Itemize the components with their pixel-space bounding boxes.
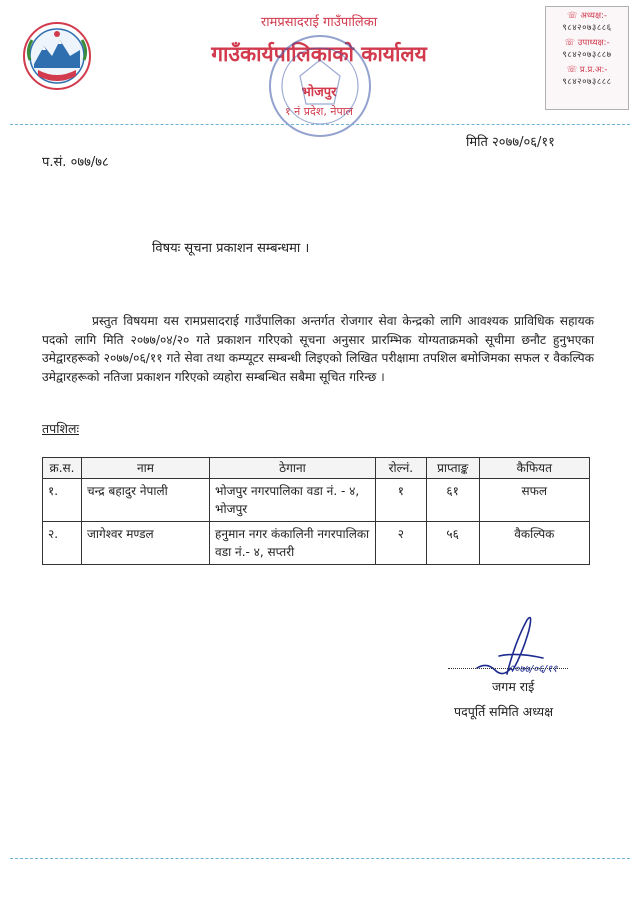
details-label: तपशिलः xyxy=(42,421,79,436)
office-seal-stamp xyxy=(262,28,378,144)
office-name: गाउँकार्यपालिकाको कार्यालय xyxy=(211,42,427,66)
contact-label: ☏ उपाध्यक्ष:- xyxy=(564,38,610,48)
cell-marks: ५६ xyxy=(426,522,479,565)
contact-chair xyxy=(549,10,625,34)
table-row xyxy=(43,479,590,522)
letter-subject: विषयः सूचना प्रकाशन सम्बन्धमा । xyxy=(152,241,310,256)
contact-number: ९८४२०७३८८६ xyxy=(562,23,612,33)
cell-address: हनुमान नगर कंकालिनी नगरपालिका वडा नं.- ४, सप्तरी xyxy=(210,522,376,565)
province-name: १ नं प्रदेश, नेपाल xyxy=(284,105,354,118)
header-address: ठेगाना xyxy=(210,458,376,479)
header-marks: प्राप्ताङ्क xyxy=(426,458,479,479)
contact-box xyxy=(545,6,629,110)
signature-line xyxy=(448,668,568,669)
footer-divider xyxy=(10,858,630,859)
contact-label: ☏ प्र.प्र.अ:- xyxy=(566,65,608,75)
cell-sn: १. xyxy=(43,479,82,522)
contact-number: ९८४२०७३८८८ xyxy=(562,77,612,87)
header-roll: रोल्नं. xyxy=(375,458,426,479)
table-header-row xyxy=(43,458,590,479)
municipality-name: रामप्रसादराई गाउँपालिका xyxy=(260,15,378,30)
cell-name: जागेश्वर मण्डल xyxy=(81,522,209,565)
handwritten-signature xyxy=(447,612,567,682)
header-remarks: कैफियत xyxy=(479,458,589,479)
table-row xyxy=(43,522,590,565)
cell-roll: १ xyxy=(375,479,426,522)
letter-body: प्रस्तुत विषयमा यस रामप्रसादराई गाउँपालिका अन्तर्गत रोजगार सेवा केन्द्रको लागि आवश्यक प्राविधिक सहायक पदको लागि मिति २०७७/०४/२० गते प्रकाशन गरिएको सूचना अनुसार प्रारम्भिक योग्यताक्रमको सूचीमा छनौट हुनुभएका उमेद्वारहरूको २०७७/०६/११ गते सेवा तथा कम्प्यूटर सम्बन्धी लिइएको लिखित परीक्षामा तपशिल बमोजिमका सफल र वैकल्पिक उमेद्वारहरूको नतिजा प्रकाशन गरिएको व्यहोरा सम्बन्धित सबैमा सूचित गरिन्छ । xyxy=(42,314,594,384)
contact-number: ९८४२०७३८८७ xyxy=(562,50,612,60)
contact-cao xyxy=(549,64,625,88)
signatory-title: पदपूर्ति समिति अध्यक्ष xyxy=(454,704,554,719)
cell-remarks: सफल xyxy=(479,479,589,522)
letterhead-divider xyxy=(10,124,630,125)
cell-marks: ६१ xyxy=(426,479,479,522)
contact-label: ☏ अध्यक्ष:- xyxy=(567,11,607,21)
header-sn: क्र.स. xyxy=(43,458,82,479)
cell-name: चन्द्र बहादुर नेपाली xyxy=(81,479,209,522)
signatory-name: जगम राई xyxy=(492,679,535,694)
results-table xyxy=(42,457,590,565)
letter-date: मिति २०७७/०६/११ xyxy=(466,135,555,150)
cell-roll: २ xyxy=(375,522,426,565)
cell-remarks: वैकल्पिक xyxy=(479,522,589,565)
header-name: नाम xyxy=(81,458,209,479)
reference-number: प.सं. ०७७/७८ xyxy=(42,155,109,170)
city-name: भोजपुर xyxy=(301,85,337,100)
cell-sn: २. xyxy=(43,522,82,565)
contact-vice-chair xyxy=(549,37,625,61)
cell-address: भोजपुर नगरपालिका वडा नं. - ४, भोजपुर xyxy=(210,479,376,522)
signature-date: २०७७/०६/११ xyxy=(509,664,558,675)
